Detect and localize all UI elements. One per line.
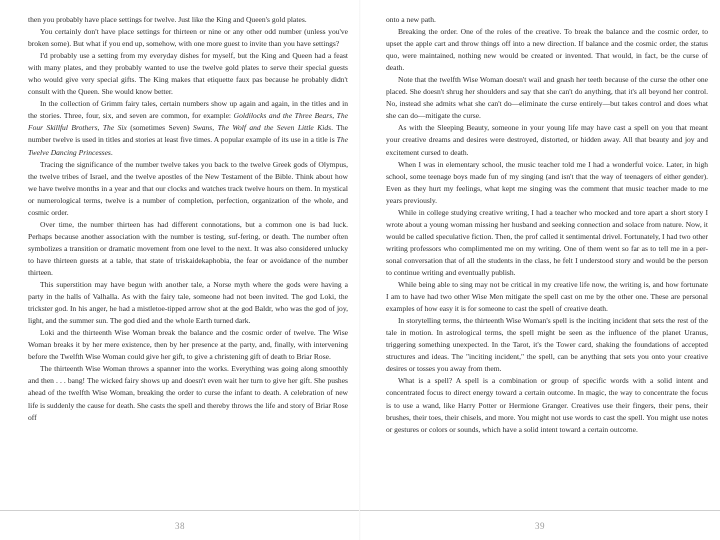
page-number: 38 [175, 521, 185, 531]
right-page-footer [360, 504, 720, 540]
paragraph: Tracing the significance of the number twelve takes you back to the twelve Greek gods of Olympus, the twelve tribes of Israel, and the twelve apostles of the New Testament of the Bible. Think about how we have twelve months in a year and that our clocks and watches track twelve hours on them. In mystical or numerological terms, twelve is a number of completion, perfection, organization of the whole, and cosmic order. [28, 159, 348, 217]
footer-rule [360, 510, 720, 511]
italic-title: The Twelve Dancing Princesses [28, 135, 348, 157]
paragraph: Note that the twelfth Wise Woman doesn't wail and gnash her teeth because of the curse the other one placed. She doesn't shrug her shoulders and say that she can't do anything, that it's all beyond her control. No, instead she admits what she can't do—eliminate the curse entirely—but takes control and does what she can do—mitigate the curse. [386, 75, 708, 121]
italic-title: The Six [102, 123, 127, 133]
paragraph: Over time, the number thirteen has had different connotations, but a common one is bad luck. Perhaps because another association with the number is testing, suf-fering, or death. The number often symbolizes a transition or dramatic movement from one level to the next. It was also considered unlucky to have thirteen guests at a table, that state of triskaidekaphobia, the fear or avoidance of the number thirteen. [28, 219, 348, 277]
paragraph: Loki and the thirteenth Wise Woman break the balance and the cosmic order of twelve. The Wise Woman breaks it by her mere existence, then by her presence at the party, and, finally, with intervening before the Twelfth Wise Woman could give her gift, to give a christening gift of death to Briar Rose. [28, 328, 348, 362]
paragraph: In the collection of Grimm fairy tales, certain numbers show up again and again, in the titles and in the stories. Three, four, six, and seven are common, for example: Goldilocks and the Three Bears, The Four Skillful Brothers, The Six (sometimes Seven) Swans, The Wolf and the Seven Little Kids. The number twelve is used in titles and stories at least five times. A popular example of its use in a title is The Twelve Dancing Princesses. [28, 99, 348, 157]
paragraph: I'd probably use a setting from my everyday dishes for myself, but the King and Queen had a feast with many plates, and they probably wanted to use the twelve gold plates to serve their special guests who would give very special gifts. The King makes that etiquette faux pas because he probably didn't consult with the Queen. She would know better. [28, 51, 348, 97]
paragraph: onto a new path. [386, 15, 436, 24]
paragraph: The thirteenth Wise Woman throws a spanner into the works. Everything was going along smoothly and then . . . bang! The wicked fairy shows up and doesn't even wait her turn to give her gift. She pushes ahead of the twelfth Wise Woman, breaking the order to curse the infant to death. A celebration of new life is suddenly the cause for death. She casts the spell and thereby throws the life and story of Briar Rose off [28, 364, 348, 422]
footer-rule [0, 510, 360, 511]
paragraph: You certainly don't have place settings for thirteen or nine or any other odd number (unless you've broken some). But what if you end up, somehow, with one more guest to invite than you have settings? [28, 27, 348, 49]
page-number: 39 [535, 521, 545, 531]
paragraph: What is a spell? A spell is a combination or group of specific words with a solid intent and concentrated focus to direct energy toward a certain outcome. In magic, the way to concentrate the focus is to use a wand, like Harry Potter or Hermione Granger. Creatives use their fingers, their pens, their brushes, their toes, their chisels, and more. You might not use words to cast the spell. You might use notes or gestures or colors or sounds, which have a solid intent toward a certain outcome. [386, 376, 708, 434]
paragraph: In storytelling terms, the thirteenth Wise Woman's spell is the inciting incident that sets the rest of the tale in motion. In astrological terms, the spell might be seen as the influence of the planet Uranus, triggering something unexpected. In the Tarot, it's the Tower card, shaking the foundations of accepted structures and ideas. The "inciting incident," the spell, can be anything that sets you onto your creative desires or tosses you away from them. [386, 316, 708, 374]
right-page [360, 0, 720, 540]
paragraph: This superstition may have begun with another tale, a Norse myth where the gods were having a party in the halls of Valhalla. As with the fairy tale, someone had not been invited. The god Loki, the trickster god. In his anger, he had a mistletoe-tipped arrow shot at the god Baldr, who was the god of joy, light, and the summer sun. The god died and the whole Earth turned dark. [28, 280, 348, 326]
left-page-footer [0, 504, 360, 540]
italic-title: The Wolf and the Seven Little Kids [217, 123, 332, 133]
paragraph: While in college studying creative writing, I had a teacher who mocked and tore apart a short story I wrote about a young woman missing her husband and seeking connection and solace from nature. Now, it would be called speculative fiction. Then, the prof called it sentimental drivel. Fortunately, I had two other writing professors who complimented me on my writing. One of them went so far as to tell me in a per-sonal conversation that of all the students in the class, he felt I understood story and would be the person to continue writing and eventually publish. [386, 207, 708, 277]
italic-title: Goldilocks and the Three Bears [233, 111, 333, 121]
paragraph: When I was in elementary school, the music teacher told me I had a wonderful voice. Later, in high school, some teenage boys made fun of my singing (and isn't that the way of teenagers of either gender). Even as they hurt my feelings, what kept me singing was the comment that music teacher made to me years previously. [386, 159, 708, 205]
paragraph: While being able to sing may not be critical in my creative life now, the writing is, and how fortunate I am to have had two other Wise Men mitigate the spell cast on me by the other one. These are personal examples of how easy it is for someone to cast the spell of creative death. [386, 280, 708, 314]
paragraph: Breaking the order. One of the roles of the creative. To break the balance and the cosmic order, to upset the apple cart and throw things off into a new direction. If balance and the cosmic order, the status quo, were maintained, nothing new would be created or invented. That would, in fact, be the curse of death. [386, 27, 708, 73]
italic-title: The Four Skillful Brothers [28, 111, 348, 133]
paragraph: As with the Sleeping Beauty, someone in your young life may have cast a spell on you that meant your creative dreams and desires were destroyed, distorted, or hidden away. All that beauty and joy and excitement cursed to death. [386, 123, 708, 157]
left-page-text [28, 14, 348, 424]
right-page-text [386, 14, 708, 436]
paragraph: then you probably have place settings for twelve. Just like the King and Queen's gold plates. [28, 15, 307, 24]
italic-title: Swans [192, 123, 213, 133]
